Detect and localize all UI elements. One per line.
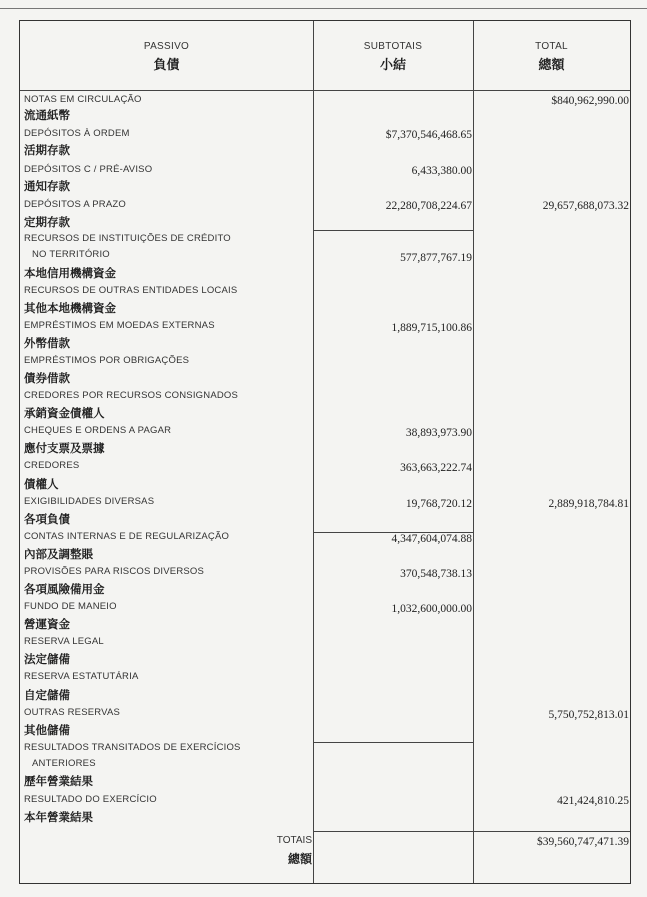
row-label-zh: 債券借款 xyxy=(24,371,70,385)
row-subtotal: 370,548,738.13 xyxy=(400,568,472,580)
row-label-zh: 定期存款 xyxy=(24,215,70,229)
row-label-zh: 其他儲備 xyxy=(24,723,70,737)
row-subtotal: 6,433,380.00 xyxy=(411,165,472,177)
header-passivo xyxy=(20,41,313,73)
row-label-pt-continued: ANTERIORES xyxy=(32,758,96,769)
row-label-pt: OUTRAS RESERVAS xyxy=(24,707,121,718)
page-top-rule xyxy=(0,8,647,9)
row-label-zh: 債權人 xyxy=(24,477,59,491)
column-divider-2 xyxy=(473,21,474,883)
row-label-zh: 其他本地機構資金 xyxy=(24,301,116,315)
subtotal-group-rule-3 xyxy=(313,742,473,743)
subtotal-group-rule-1 xyxy=(313,230,473,231)
row-label-pt: FUNDO DE MANEIO xyxy=(24,601,117,612)
header-subtotais xyxy=(313,41,473,73)
row-subtotal: 38,893,973.90 xyxy=(405,427,472,439)
totals-rule xyxy=(313,831,630,832)
header-passivo-zh: 負債 xyxy=(153,58,180,73)
row-label-pt: RECURSOS DE OUTRAS ENTIDADES LOCAIS xyxy=(24,285,238,296)
row-total: 29,657,688,073.32 xyxy=(542,200,629,212)
row-label-pt: CONTAS INTERNAS E DE REGULARIZAÇÃO xyxy=(24,531,230,542)
totals-label-pt: TOTAIS xyxy=(276,835,312,846)
row-subtotal: 577,877,767.19 xyxy=(400,252,472,264)
row-label-pt: EMPRÉSTIMOS POR OBRIGAÇÕES xyxy=(24,355,190,366)
column-divider-1 xyxy=(313,21,314,883)
row-label-zh: 本地信用機構資金 xyxy=(24,266,116,280)
header-rule xyxy=(20,90,630,91)
row-label-zh: 應付支票及票據 xyxy=(24,441,105,455)
row-label-zh: 法定儲備 xyxy=(24,652,70,666)
row-label-zh: 外幣借款 xyxy=(24,336,70,350)
row-label-zh: 營運資金 xyxy=(24,617,70,631)
header-total-zh: 總額 xyxy=(538,58,565,73)
row-label-zh: 通知存款 xyxy=(24,179,70,193)
row-label-zh: 自定儲備 xyxy=(24,688,70,702)
row-label-pt-continued: NO TERRITÓRIO xyxy=(32,249,110,260)
row-label-pt: DEPÓSITOS A PRAZO xyxy=(24,199,126,210)
header-subtotais-pt: SUBTOTAIS xyxy=(363,41,423,52)
row-label-pt: RECURSOS DE INSTITUIÇÕES DE CRÉDITO xyxy=(24,233,231,244)
row-label-pt: NOTAS EM CIRCULAÇÃO xyxy=(24,94,142,105)
row-label-pt: EMPRÉSTIMOS EM MOEDAS EXTERNAS xyxy=(24,320,215,331)
row-label-pt: CREDORES POR RECURSOS CONSIGNADOS xyxy=(24,390,239,401)
row-subtotal: 4,347,604,074.88 xyxy=(391,533,472,545)
row-label-pt: CREDORES xyxy=(24,460,80,471)
row-subtotal: 1,032,600,000.00 xyxy=(391,603,472,615)
row-subtotal: 19,768,720.12 xyxy=(405,498,472,510)
row-label-pt: RESERVA ESTATUTÁRIA xyxy=(24,671,139,682)
header-passivo-pt: PASSIVO xyxy=(143,41,190,52)
row-label-pt: RESULTADO DO EXERCÍCIO xyxy=(24,794,157,805)
row-total: 5,750,752,813.01 xyxy=(548,709,629,721)
row-label-pt: RESULTADOS TRANSITADOS DE EXERCÍCIOS xyxy=(24,742,241,753)
row-label-zh: 各項風險備用金 xyxy=(24,582,105,596)
row-label-zh: 活期存款 xyxy=(24,143,70,157)
row-subtotal: 22,280,708,224.67 xyxy=(385,200,472,212)
row-label-zh: 內部及調整賬 xyxy=(24,547,93,561)
row-total: 2,889,918,784.81 xyxy=(548,498,629,510)
totals-label-zh: 總額 xyxy=(287,852,312,866)
header-subtotais-zh: 小結 xyxy=(379,58,406,73)
row-label-zh: 流通紙幣 xyxy=(24,108,70,122)
row-label-pt: DEPÓSITOS À ORDEM xyxy=(24,128,130,139)
row-label-pt: PROVISÕES PARA RISCOS DIVERSOS xyxy=(24,566,205,577)
row-label-pt: RESERVA LEGAL xyxy=(24,636,104,647)
header-total-pt: TOTAL xyxy=(535,41,568,52)
balance-sheet-table xyxy=(19,20,631,884)
row-label-pt: CHEQUES E ORDENS A PAGAR xyxy=(24,425,172,436)
row-subtotal: 1,889,715,100.86 xyxy=(391,322,472,334)
grand-total-value: $39,560,747,471.39 xyxy=(537,836,629,848)
row-label-zh: 承銷資金債權人 xyxy=(24,406,105,420)
row-label-zh: 歷年營業結果 xyxy=(24,774,93,788)
row-label-pt: EXIGIBILIDADES DIVERSAS xyxy=(24,496,155,507)
header-total xyxy=(473,41,630,73)
row-label-pt: DEPÓSITOS C / PRÉ-AVISO xyxy=(24,164,153,175)
row-label-zh: 各項負債 xyxy=(24,512,70,526)
row-total: 421,424,810.25 xyxy=(557,795,629,807)
row-label-zh: 本年營業結果 xyxy=(24,810,93,824)
row-subtotal: $7,370,546,468.65 xyxy=(385,129,472,141)
row-subtotal: 363,663,222.74 xyxy=(400,462,472,474)
row-total: $840,962,990.00 xyxy=(551,95,629,107)
